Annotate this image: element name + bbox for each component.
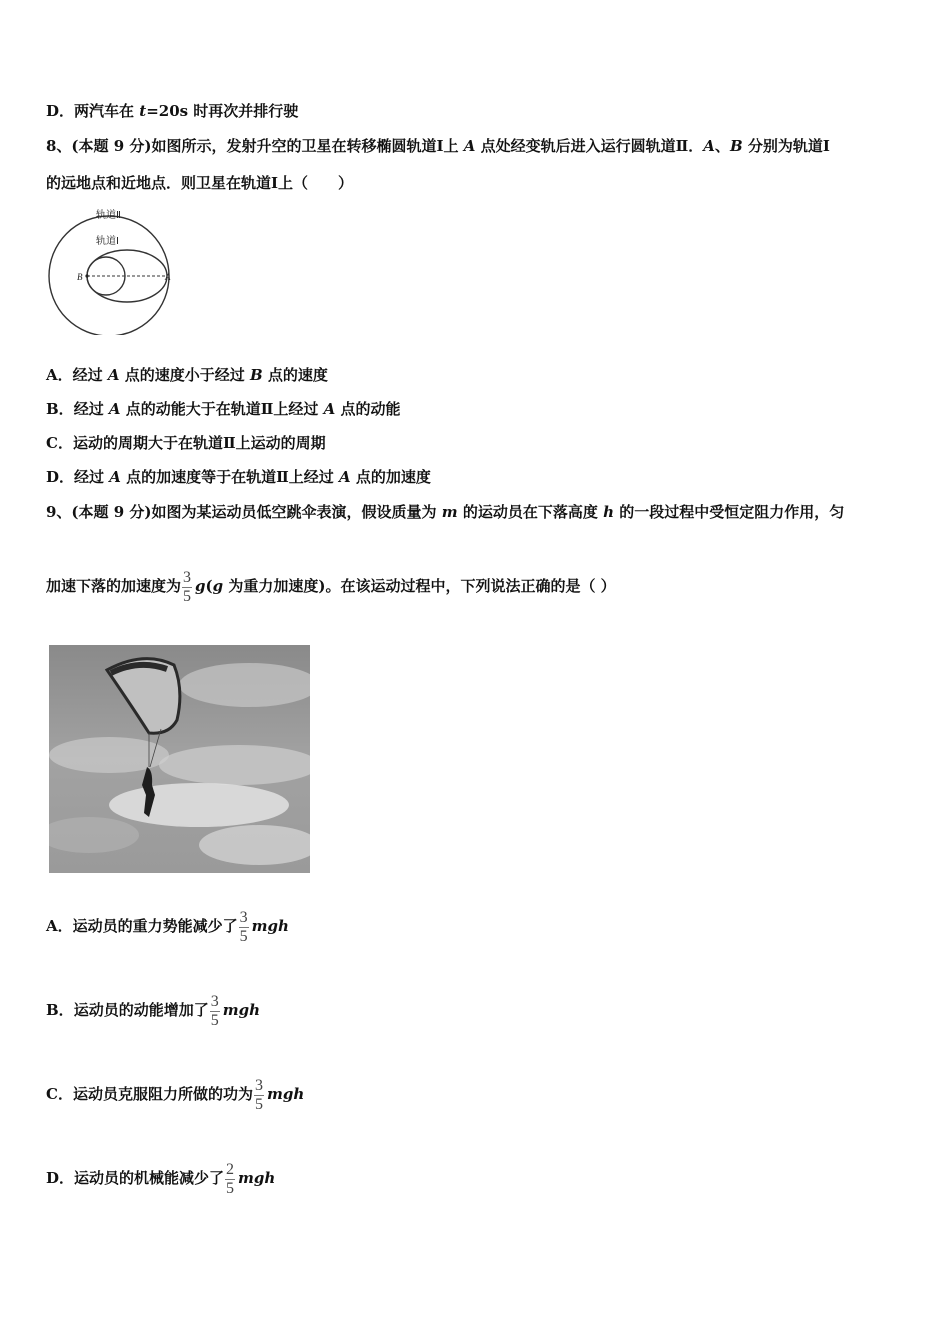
fraction: $\frac{3}{5}$	[183, 568, 192, 605]
orbit-i-label: 轨道Ⅰ	[96, 236, 119, 247]
fraction: $\frac{3}{5}$	[210, 992, 219, 1029]
q8-option-c[interactable]: C．运动的周期大于在轨道Ⅱ上运动的周期	[46, 434, 326, 452]
q9-option-c[interactable]: C．运动员克服阻力所做的功为 $\frac{3}{5}$ mgh	[46, 1076, 305, 1113]
q9-option-b[interactable]: B．运动员的动能增加了 $\frac{3}{5}$ mgh	[46, 992, 260, 1029]
point-b-label: B	[77, 272, 83, 282]
q9-option-d[interactable]: D．运动员的机械能减少了 $\frac{2}{5}$ mgh	[46, 1160, 276, 1197]
fraction: $\frac{3}{5}$	[239, 908, 248, 945]
q8-stem-line1: 8、(本题 9 分)如图所示，发射升空的卫星在转移椭圆轨道Ⅰ上 A 点处经变轨后进入运行圆轨道Ⅱ．A、B 分别为轨道Ⅰ	[46, 137, 830, 155]
fraction: $\frac{3}{5}$	[254, 1076, 263, 1113]
point-b-dot	[85, 274, 88, 277]
q9-stem-line1: 9、(本题 9 分)如图为某运动员低空跳伞表演，假设质量为 m 的运动员在下落高度 h 的一段过程中受恒定阻力作用，匀	[46, 503, 845, 521]
skydiver-photo	[49, 645, 310, 873]
q7-option-d: D．两汽车在 t=20s 时再次并排行驶	[46, 102, 299, 120]
q9-stem-line2: 加速下落的加速度为 $\frac{3}{5}$ g(g 为重力加速度)。在该运动过程中，下列说法正确的是（ ）	[46, 568, 616, 605]
q9-option-a[interactable]: A．运动员的重力势能减少了 $\frac{3}{5}$ mgh	[46, 908, 289, 945]
q8-stem-line2: 的远地点和近地点．则卫星在轨道Ⅰ上（ ）	[46, 174, 354, 192]
q8-option-d[interactable]: D．经过 A 点的加速度等于在轨道Ⅱ上经过 A 点的加速度	[46, 468, 431, 486]
orbit-diagram	[46, 205, 176, 335]
q8-option-b[interactable]: B．经过 A 点的动能大于在轨道Ⅱ上经过 A 点的动能	[46, 400, 401, 418]
q8-option-a[interactable]: A．经过 A 点的速度小于经过 B 点的速度	[46, 366, 328, 384]
orbit-ii-label: 轨道Ⅱ	[96, 210, 121, 221]
point-a-label: A	[165, 272, 171, 282]
fraction: $\frac{2}{5}$	[226, 1160, 235, 1197]
